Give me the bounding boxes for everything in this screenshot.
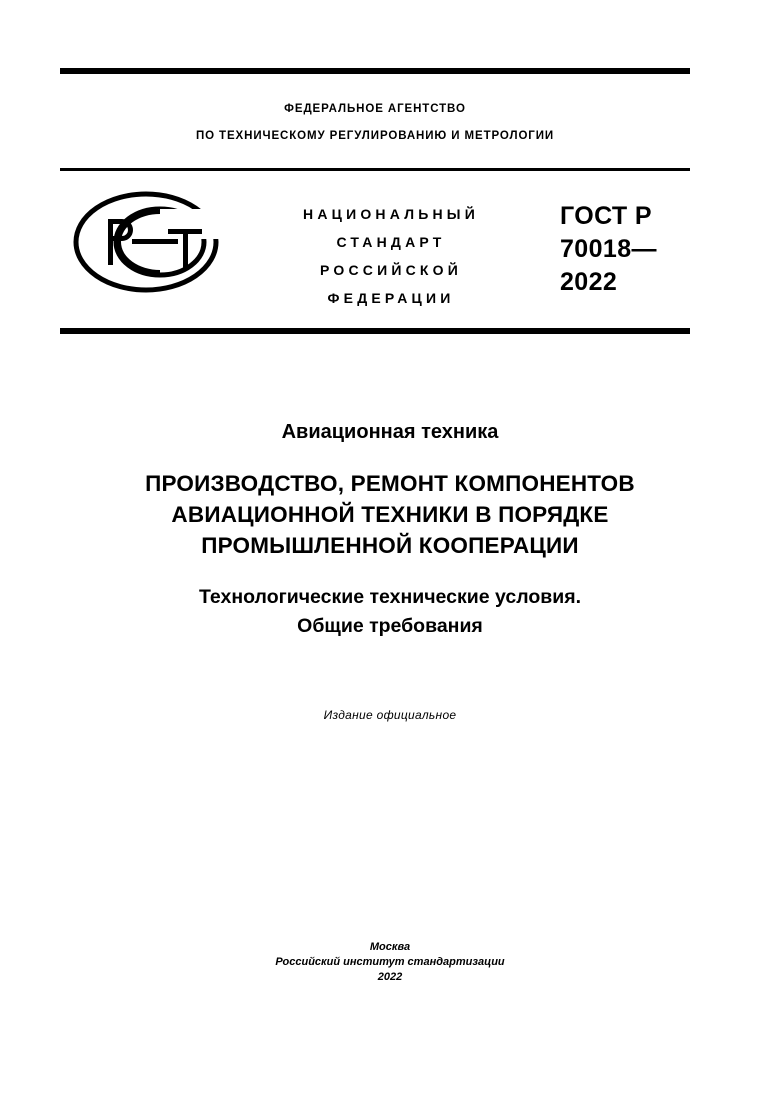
imprint-block	[70, 940, 710, 985]
agency-line-1: ФЕДЕРАЛЬНОЕ АГЕНТСТВО	[284, 103, 466, 115]
document-subtitle	[70, 583, 710, 641]
imprint-city: Москва	[369, 941, 411, 953]
std-title-line-2: СТАНДАРТ	[336, 234, 446, 250]
top-divider-rule	[60, 68, 690, 74]
document-main-title	[70, 468, 710, 561]
bottom-divider-rule	[60, 328, 690, 334]
imprint-publisher: Российский институт стандартизации	[275, 956, 505, 968]
official-edition-note: Издание официальное	[323, 708, 457, 722]
agency-line-2: ПО ТЕХНИЧЕСКОМУ РЕГУЛИРОВАНИЮ И МЕТРОЛОГИИ	[195, 130, 555, 142]
agency-header	[60, 96, 690, 150]
document-titles	[70, 418, 710, 641]
std-title-line-4: ФЕДЕРАЦИИ	[327, 290, 455, 306]
middle-divider-rule	[60, 168, 690, 171]
std-title-line-1: НАЦИОНАЛЬНЫЙ	[303, 206, 479, 222]
main-title-line-2: АВИАЦИОННОЙ ТЕХНИКИ В ПОРЯДКЕ	[171, 502, 609, 527]
imprint-year: 2022	[377, 971, 403, 983]
designation-line-3: 2022	[560, 268, 618, 296]
designation-line-1: ГОСТ Р	[560, 202, 653, 230]
standard-designation	[560, 200, 710, 299]
subtitle-line-1: Технологические технические условия.	[198, 586, 582, 608]
document-category: Авиационная техника	[281, 421, 499, 443]
gost-r-emblem	[72, 191, 220, 293]
main-title-line-3: ПРОМЫШЛЕННОЙ КООПЕРАЦИИ	[201, 533, 579, 558]
designation-line-2: 70018—	[560, 235, 657, 263]
main-title-line-1: ПРОИЗВОДСТВО, РЕМОНТ КОМПОНЕНТОВ	[145, 471, 635, 496]
subtitle-line-2: Общие требования	[297, 615, 483, 637]
national-standard-title	[246, 200, 536, 312]
std-title-line-3: РОССИЙСКОЙ	[320, 262, 462, 278]
